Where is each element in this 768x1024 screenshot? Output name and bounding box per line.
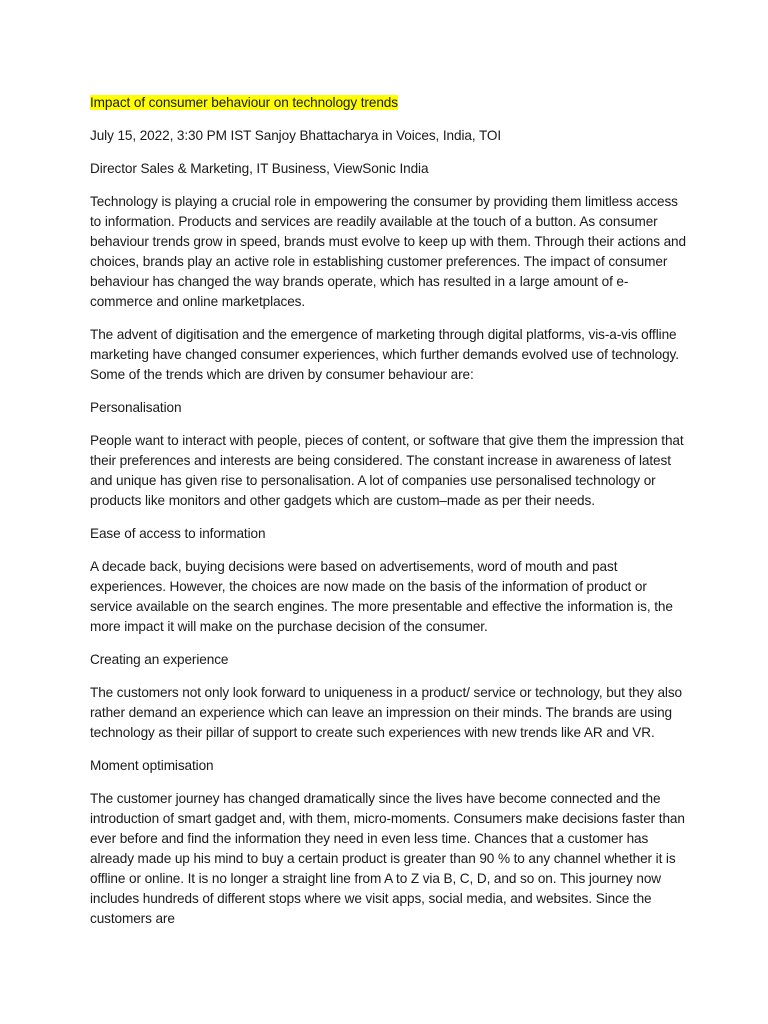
article-byline: July 15, 2022, 3:30 PM IST Sanjoy Bhattacharya in Voices, India, TOI xyxy=(90,128,502,143)
paragraph-personalisation: People want to interact with people, pieces of content, or software that give them the impression that their preferences and interests are being considered. The constant increase in awareness of latest and unique has given rise to personalisation. A lot of companies use personalised technology or products like monitors and other gadgets which are custom–made as per their needs. xyxy=(90,433,684,508)
title-highlight: Impact of consumer behaviour on technology trends xyxy=(90,95,398,110)
article-title xyxy=(90,93,690,113)
document-body xyxy=(90,93,690,942)
heading-moment-optimisation: Moment optimisation xyxy=(90,758,214,773)
heading-ease-of-access: Ease of access to information xyxy=(90,526,266,541)
paragraph-moment-optimisation: The customer journey has changed dramatically since the lives have become connected and the introduction of smart gadget and, with them, micro-moments. Consumers make decisions faster than ever before and find the information they need in even less time. Chances that a customer has already made up his mind to buy a certain product is greater than 90 % to any channel whether it is offline or online. It is no longer a straight line from A to Z via B, C, D, and so on. This journey now includes hundreds of different stops where we visit apps, social media, and websites. Since the customers are xyxy=(90,791,685,926)
paragraph-ease-of-access: A decade back, buying decisions were based on advertisements, word of mouth and past experiences. However, the choices are now made on the basis of the information of product or service available on the search engines. The more presentable and effective the information is, the more impact it will make on the purchase decision of the consumer. xyxy=(90,559,673,634)
heading-personalisation: Personalisation xyxy=(90,400,182,415)
heading-creating-experience: Creating an experience xyxy=(90,652,229,667)
paragraph-intro: Technology is playing a crucial role in empowering the consumer by providing them limitless access to information. Products and services are readily available at the touch of a button. As consumer behaviour trends grow in speed, brands must evolve to keep up with them. Through their actions and choices, brands play an active role in establishing customer preferences. The impact of consumer behaviour has changed the way brands operate, which has resulted in a large amount of e-commerce and online marketplaces. xyxy=(90,194,686,309)
author-role: Director Sales & Marketing, IT Business, ViewSonic India xyxy=(90,161,429,176)
paragraph-creating-experience: The customers not only look forward to uniqueness in a product/ service or technology, but they also rather demand an experience which can leave an impression on their minds. The brands are using technology as their pillar of support to create such experiences with new trends like AR and VR. xyxy=(90,685,682,740)
paragraph-digitisation: The advent of digitisation and the emergence of marketing through digital platforms, vis-a-vis offline marketing have changed consumer experiences, which further demands evolved use of technology. Some of the trends which are driven by consumer behaviour are: xyxy=(90,327,679,382)
